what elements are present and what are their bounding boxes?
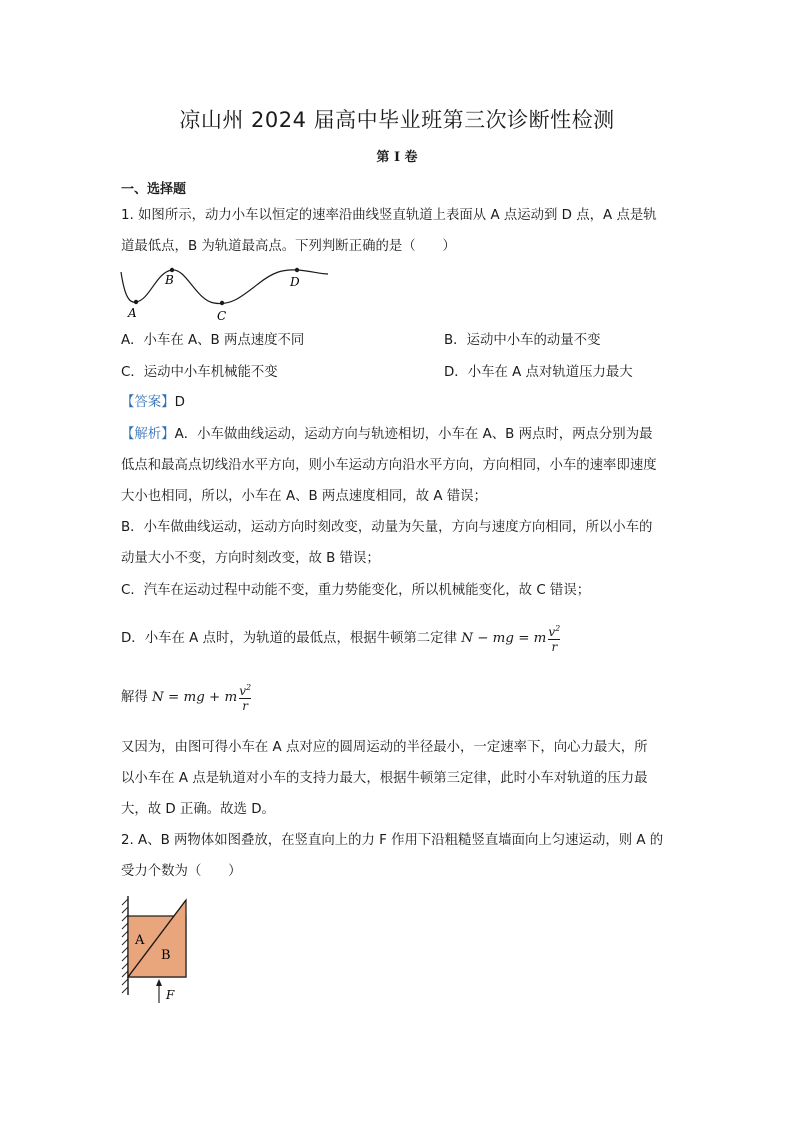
fraction-v2-over-r-2: $\frac{v^2}{r}$	[239, 683, 252, 713]
q1-analysis-line8	[121, 681, 251, 713]
answer-value: D	[174, 395, 185, 410]
q2-block-b-label: B	[161, 948, 171, 963]
equation-solution: N = mg + m	[152, 690, 238, 705]
q1-analysis-line2: 低点和最高点切线沿水平方向，则小车运动方向沿水平方向，方向相同，小车的速率即速度	[121, 458, 657, 473]
equation-newton-second: N − mg = m	[461, 631, 547, 646]
q1-point-c-label: C	[217, 309, 227, 322]
q1-analysis-line5: 动量大小不变，方向时刻改变，故 B 错误；	[121, 551, 380, 566]
section-heading: 一、选择题	[121, 182, 187, 197]
q2-stem-line1: 2. A、B 两物体如图叠放，在竖直向上的力 F 作用下沿粗糙竖直墙面向上匀速运动，则 A 的	[121, 833, 664, 848]
q1-point-d-label: D	[290, 275, 300, 289]
q2-block-a-label: A	[135, 933, 145, 948]
q1-point-b-dot	[170, 268, 174, 272]
fraction-v2-over-r: $\frac{v^2}{r}$	[548, 624, 561, 654]
q1-answer	[121, 393, 185, 413]
q1-option-a: A．小车在 A、B 两点速度不同	[121, 333, 305, 348]
q2-stem-line2: 受力个数为（ ）	[121, 864, 242, 879]
q1-point-a-dot	[134, 300, 138, 304]
analysis-text-7: D．小车在 A 点时，为轨道的最低点，根据牛顿第二定律	[121, 631, 457, 646]
q1-analysis-line10: 以小车在 A 点是轨道对小车的支持力最大，根据牛顿第三定律，此时小车对轨道的压力最	[121, 771, 648, 786]
answer-label: 【答案】	[121, 395, 175, 410]
q1-track-figure	[118, 262, 333, 322]
q1-option-c: C．运动中小车机械能不变	[121, 365, 278, 380]
analysis-text-1: A．小车做曲线运动，运动方向与轨迹相切，小车在 A、B 两点时，两点分别为最	[174, 427, 653, 442]
q1-stem-line1: 1. 如图所示，动力小车以恒定的速率沿曲线竖直轨道上表面从 A 点运动到 D 点，A 点是轨	[121, 208, 657, 223]
q1-analysis-line4: B．小车做曲线运动，运动方向时刻改变，动量为矢量，方向与速度方向相同，所以小车的	[121, 520, 653, 535]
q2-force-label: F	[166, 988, 175, 1002]
q1-point-d-dot	[295, 268, 299, 272]
q1-analysis-line1	[121, 420, 677, 450]
page-title: 凉山州 2024 届高中毕业班第三次诊断性检测	[179, 108, 615, 132]
analysis-label: 【解析】	[121, 427, 175, 442]
q1-analysis-line6: C．汽车在运动过程中动能不变，重力势能变化，所以机械能变化，故 C 错误；	[121, 583, 591, 598]
q1-analysis-line9: 又因为，由图可得小车在 A 点对应的圆周运动的半径最小，一定速率下，向心力最大，所	[121, 740, 648, 755]
q1-option-d: D．小车在 A 点对轨道压力最大	[444, 365, 633, 380]
q2-force-arrow-head	[156, 979, 162, 986]
q1-point-b-label: B	[165, 273, 174, 287]
q1-stem-line2: 道最低点，B 为轨道最高点。下列判断正确的是（ ）	[121, 239, 456, 254]
q1-option-b: B．运动中小车的动量不变	[444, 333, 601, 348]
q1-analysis-line11: 大，故 D 正确。故选 D。	[121, 802, 275, 817]
q1-analysis-line3: 大小也相同，所以，小车在 A、B 两点速度相同，故 A 错误；	[121, 489, 487, 504]
q1-analysis-line7	[121, 622, 560, 654]
q2-block-figure	[118, 893, 198, 1008]
q1-point-a-label: A	[128, 306, 137, 320]
q2-wall-hatching	[122, 899, 128, 993]
analysis-text-8: 解得	[121, 690, 148, 705]
page-subtitle: 第 I 卷	[376, 150, 418, 165]
q1-point-c-dot	[220, 301, 224, 305]
